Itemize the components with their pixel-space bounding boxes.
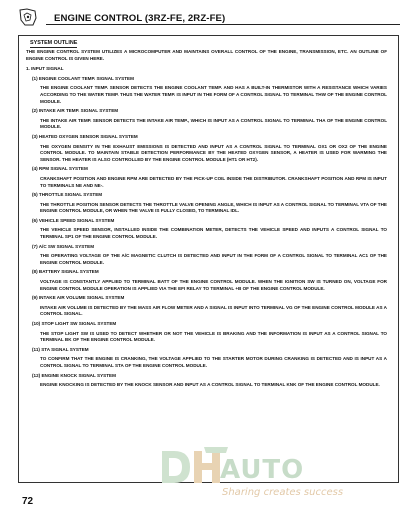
- signal-body: THE THROTTLE POSITION SENSOR DETECTS THE THROTTLE VALVE OPENING ANGLE, WHICH IS INPUT AS A CONTROL SIGNAL TO TERMINAL VTA OF THE ENGINE CONTROL MODULE, OR WHEN THE VALVE IS FULLY CLOSED, TO TERMINAL IDL.: [40, 201, 387, 214]
- signal-body: VOLTAGE IS CONSTANTLY APPLIED TO TERMINAL BATT OF THE ENGINE CONTROL MODULE. WHEN THE IGNITION SW IS TURNED ON, VOLTAGE FOR ENGINE CONTROL MODULE OPERATION IS APPLIED VIA THE EFI RELAY TO TERMINAL +B OF THE ENGINE CONTROL MODULE.: [40, 279, 387, 291]
- signal-item-8: [26, 269, 387, 292]
- intro-paragraph: THE ENGINE CONTROL SYSTEM UTILIZES A MICROCOMPUTER AND MAINTAINS OVERALL CONTROL OF THE ENGINE, TRANSMISSION, ETC. AN OUTLINE OF ENGINE CONTROL IS GIVEN HERE.: [26, 49, 387, 61]
- signal-body: CRANKSHAFT POSITION AND ENGINE RPM ARE DETECTED BY THE PICK-UP COIL INSIDE THE DISTRIBUTOR. CRANKSHAFT POSITION AND RPM IS INPUT TO TERMINALS NE AND NE-.: [40, 175, 387, 188]
- section-label: SYSTEM OUTLINE: [30, 40, 78, 46]
- signal-title: (11) STA SIGNAL SYSTEM: [32, 346, 89, 352]
- signal-item-7: [26, 244, 387, 267]
- section-content: [26, 49, 387, 392]
- signal-body: THE OPERATING VOLTAGE OF THE A/C MAGNETIC CLUTCH IS DETECTED AND INPUT IN THE FORM OF A CONTROL SIGNAL TO TERMINAL AC1 OF THE ENGINE CONTROL MODULE.: [40, 253, 387, 265]
- signal-body: ENGINE KNOCKING IS DETECTED BY THE KNOCK SENSOR AND INPUT AS A CONTROL SIGNAL TO TERMINAL KNK OF THE ENGINE CONTROL MODULE.: [40, 382, 380, 388]
- signal-title: (2) INTAKE AIR TEMP. SIGNAL SYSTEM: [32, 108, 119, 114]
- signal-body: THE ENGINE COOLANT TEMP. SENSOR DETECTS THE ENGINE COOLANT TEMP. AND HAS A BUILT-IN THERMISTOR WITH A RESISTANCE WHICH VARIES ACCORDING TO THE WATER TEMP. THUS THE WATER TEMP. IS INPUT IN THE FORM OF A CONTROL SIGNAL TO TERMINAL THW OF THE ENGINE CONTROL MODULE.: [40, 85, 387, 104]
- signal-title: (9) INTAKE AIR VOLUME SIGNAL SYSTEM: [32, 295, 125, 301]
- signal-item-2: [26, 108, 387, 131]
- signal-item-12: [26, 373, 387, 389]
- signal-body: INTAKE AIR VOLUME IS DETECTED BY THE MASS AIR FLOW METER AND A SIGNAL IS INPUT INTO TERMINAL VG OF THE ENGINE CONTROL MODULE AS A CONTROL SIGNAL.: [40, 304, 387, 317]
- signal-item-9: [26, 295, 387, 318]
- signal-item-3: [26, 134, 387, 163]
- signal-item-11: [26, 347, 387, 370]
- signal-title: (5) THROTTLE SIGNAL SYSTEM: [32, 192, 103, 198]
- page-title: ENGINE CONTROL (3RZ-FE, 2RZ-FE): [54, 13, 226, 24]
- signal-body: THE OXYGEN DENSITY IN THE EXHAUST EMISSIONS IS DETECTED AND INPUT AS A CONTROL SIGNAL TO TERMINAL OX1 OR OX2 OF THE ENGINE CONTROL MODULE. TO MAINTAIN STABLE DETECTION PERFORMANCE BY THE HEATED OXYGEN SENSOR, A HEATER IS USED FOR WARMING THE SENSOR. THE HEATER IS ALSO CONTROLLED BY THE ENGINE CONTROL MODULE (HT1 OR HT2).: [40, 143, 387, 162]
- signal-title: (10) STOP LIGHT SW SIGNAL SYSTEM: [32, 321, 117, 326]
- signal-item-5: [26, 192, 387, 215]
- signal-item-10: [26, 321, 387, 344]
- signal-item-4: [26, 166, 387, 189]
- signal-title: (1) ENGINE COOLANT TEMP. SIGNAL SYSTEM: [32, 75, 134, 81]
- signal-title: (8) BATTERY SIGNAL SYSTEM: [32, 269, 99, 275]
- signal-body: TO CONFIRM THAT THE ENGINE IS CRANKING, THE VOLTAGE APPLIED TO THE STARTER MOTOR DURING CRANKING IS DETECTED AND IS INPUT AS A CONTROL SIGNAL TO TERMINAL STA OF THE ENGINE CONTROL MODULE.: [40, 356, 387, 368]
- signal-item-1: [26, 76, 387, 105]
- watermark: [160, 445, 400, 505]
- signal-title: (3) HEATED OXYGEN SENSOR SIGNAL SYSTEM: [32, 133, 138, 139]
- watermark-brand: AUTO: [220, 455, 305, 485]
- signal-body: THE VEHICLE SPEED SENSOR, INSTALLED INSIDE THE COMBINATION METER, DETECTS THE VEHICLE SPEED AND INPUTS A CONTROL SIGNAL TO TERMINAL SP1 OF THE ENGINE CONTROL MODULE.: [40, 227, 387, 240]
- watermark-tagline: Sharing creates success: [222, 487, 344, 498]
- signal-item-6: [26, 218, 387, 241]
- signal-title: (7) A/C SW SIGNAL SYSTEM: [32, 243, 95, 249]
- header-rule: [46, 24, 400, 25]
- signal-body: THE INTAKE AIR TEMP. SENSOR DETECTS THE INTAKE AIR TEMP., WHICH IS INPUT AS A CONTROL SIGNAL TO TERMINAL THA OF THE ENGINE CONTROL MODULE.: [40, 117, 387, 130]
- service-manual-mark-icon: [17, 6, 39, 28]
- section-heading: 1. INPUT SIGNAL: [26, 66, 64, 72]
- signal-body: THE STOP LIGHT SW IS USED TO DETECT WHETHER OR NOT THE VEHICLE IS BRAKING AND THE INFORMATION IS INPUT AS A CONTROL SIGNAL TO TERMINAL BK OF THE ENGINE CONTROL MODULE.: [40, 330, 387, 343]
- signal-title: (12) ENGINE KNOCK SIGNAL SYSTEM: [32, 372, 116, 378]
- signal-title: (6) VEHICLE SPEED SIGNAL SYSTEM: [32, 217, 115, 223]
- signal-title: (4) RPM SIGNAL SYSTEM: [32, 166, 88, 172]
- page-number: 72: [22, 496, 34, 507]
